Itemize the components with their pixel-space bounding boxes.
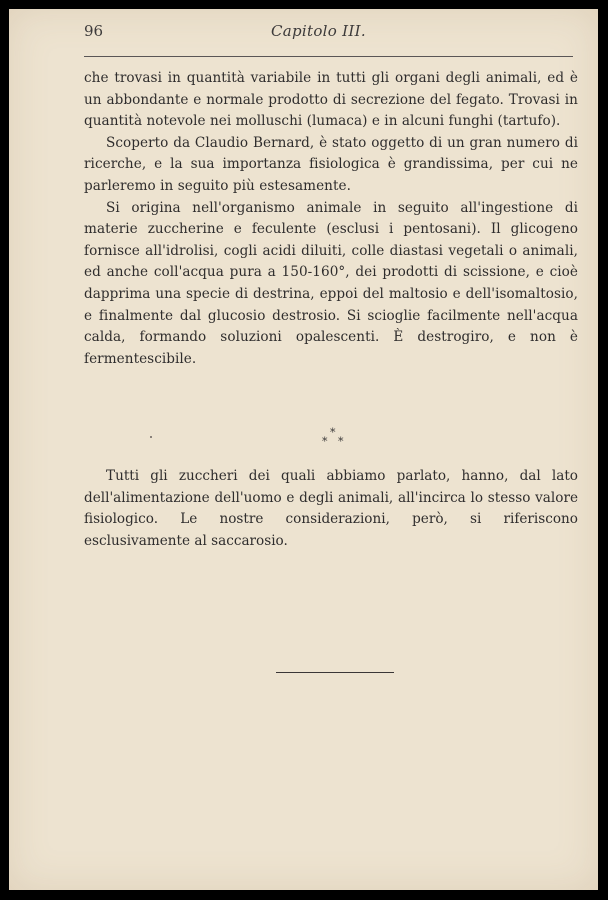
page-number: 96 xyxy=(84,22,104,40)
paragraph-sugars: Tutti gli zuccheri dei quali abbiamo parlato, hanno, dal lato dell'alimentazione dell'uomo e degli animali, all'incirca lo stesso valore fisiologico. Le nostre considerazioni, però, si riferiscono esclusivamente al saccarosio. xyxy=(84,468,578,549)
page-header xyxy=(84,22,573,46)
header-rule xyxy=(84,56,573,57)
asterism-star-right: * xyxy=(338,435,344,448)
body-text xyxy=(84,68,578,370)
paper-speck xyxy=(150,436,152,438)
asterism-star-top: * xyxy=(330,426,336,439)
paragraph-bernard: Scoperto da Claudio Bernard, è stato oggetto di un gran numero di ricerche, e la sua importanza fisiologica è grandissima, per cui ne parleremo in seguito più estesamente. xyxy=(84,134,578,194)
end-rule xyxy=(276,672,394,673)
asterism-separator xyxy=(315,426,355,452)
asterism-star-left: * xyxy=(322,435,328,448)
paragraph-continuation: che trovasi in quantità variabile in tutti gli organi degli animali, ed è un abbondante e normale prodotto di secrezione del fegato. Trovasi in quantità notevole nei molluschi (lumaca) e in alcuni funghi (tartufo). xyxy=(84,70,578,130)
paragraph-origin: Si origina nell'organismo animale in seguito all'ingestione di materie zuccherine e feculente (esclusi i pentosani). Il glicogeno fornisce all'idrolisi, cogli acidi diluiti, colle diastasi vegetali o animali, ed anche coll'acqua pura a 150-160°, dei prodotti di scissione, e cioè dapprima una specie di destrina, eppoi del maltosio e dell'isomaltosio, e finalmente dal glucosio destrosio. Si scioglie facilmente nell'acqua calda, formando soluzioni opalescenti. È destrogiro, e non è fermentescibile. xyxy=(84,199,578,367)
running-head: Capitolo III. xyxy=(271,22,366,40)
